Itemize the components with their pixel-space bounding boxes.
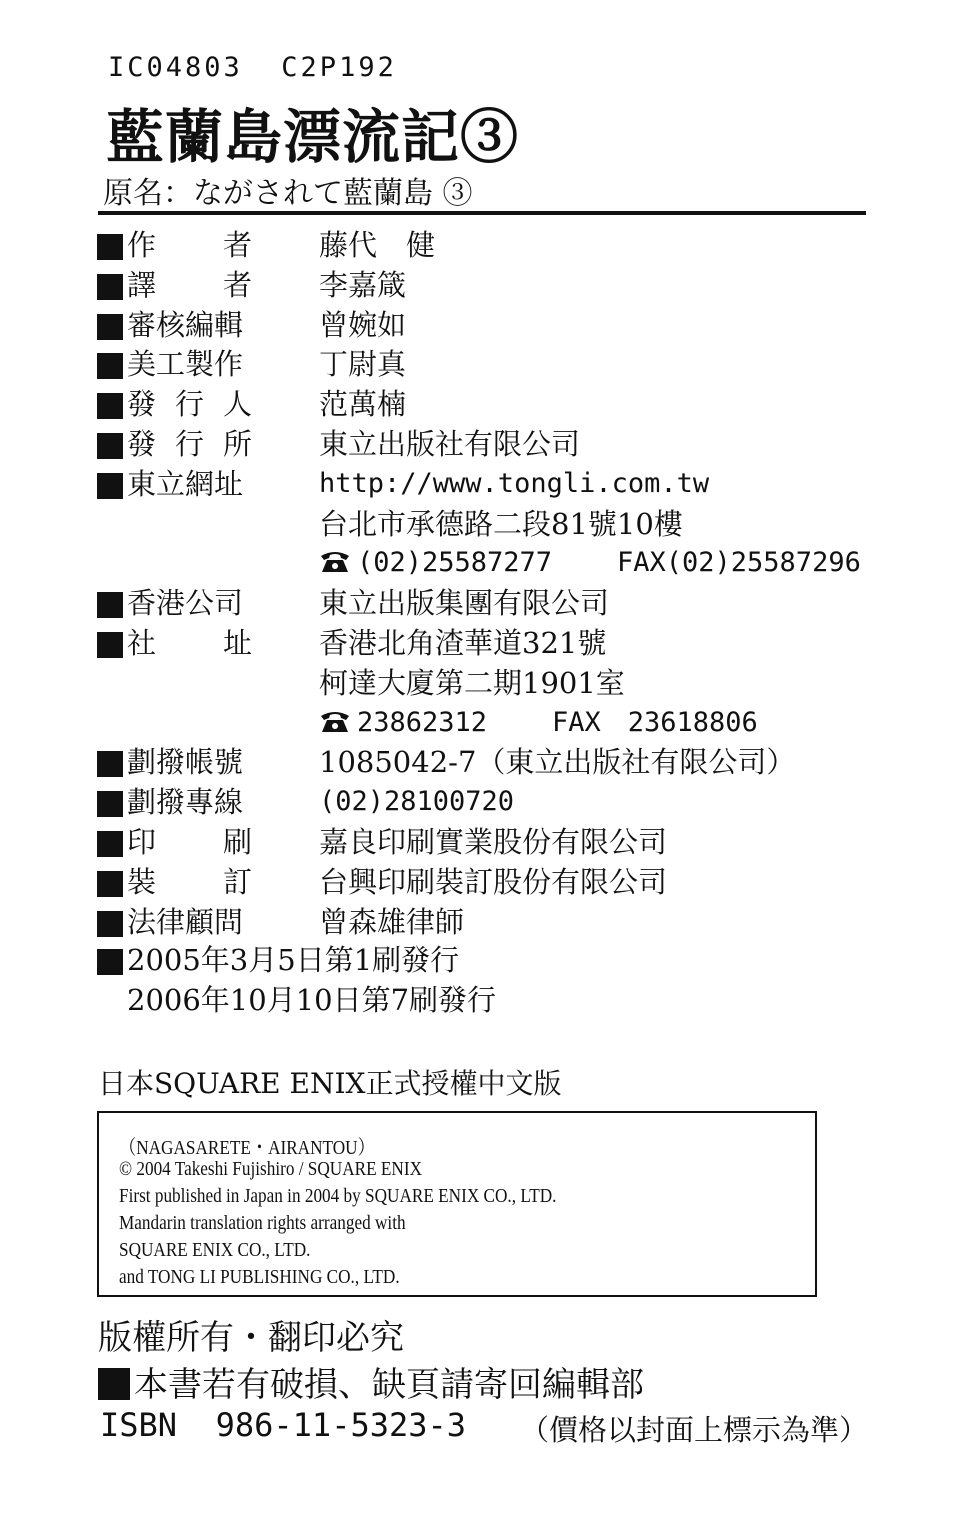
black-square-bullet [97, 911, 123, 937]
credit-row [97, 663, 897, 703]
credit-value-text: 東立出版集團有限公司 [319, 586, 610, 621]
credit-row [97, 225, 897, 265]
catalog-codes: IC04803 C2P192 [108, 52, 397, 83]
credit-value-text: 藤代 健 [319, 228, 436, 262]
black-square-bullet [97, 751, 123, 777]
black-square-bullet [97, 791, 123, 817]
credit-value [319, 543, 552, 583]
credit-row [97, 902, 897, 942]
credit-value-text: 香港北角渣華道321號 [319, 625, 607, 660]
credit-label: 審核編輯 [127, 307, 244, 342]
credit-value-text: http://www.tongli.com.tw [319, 467, 710, 499]
credit-value [319, 623, 606, 663]
damage-notice [98, 1357, 644, 1406]
credit-row [97, 623, 897, 663]
black-square-bullet [97, 234, 123, 260]
credit-value-text: (02)25587277 [357, 547, 553, 579]
credit-value-text: 曾森雄律師 [319, 904, 465, 939]
credit-row [97, 504, 897, 544]
credit-label: 法律顧問 [127, 904, 244, 939]
credit-row [97, 703, 897, 743]
credit-label: 印 刷 [127, 824, 252, 859]
original-title: 原名：ながされて藍蘭島 ③ [103, 176, 473, 211]
telephone-icon [319, 708, 351, 734]
credit-row [97, 265, 897, 305]
credit-value-text: 台興印刷裝訂股份有限公司 [319, 864, 668, 899]
copyright-line: SQUARE ENIX CO., LTD. [119, 1239, 311, 1261]
credit-value [319, 305, 406, 345]
copyright-line: First published in Japan in 2004 by SQUARE ENIX CO., LTD. [119, 1185, 557, 1207]
credit-value-text: (02)28100720 [319, 786, 515, 818]
credit-value [319, 464, 709, 504]
credit-value [319, 384, 406, 424]
credit-label: 劃撥專線 [127, 785, 244, 820]
credit-value-text: 李嘉箴 [319, 267, 407, 302]
credit-label: 香港公司 [127, 586, 244, 621]
credit-value-text: 嘉良印刷實業股份有限公司 [319, 824, 668, 859]
credit-value-text: 范萬楠 [319, 387, 407, 422]
credit-row [97, 862, 897, 902]
credit-row [97, 384, 897, 424]
credit-label: 社 址 [127, 625, 252, 660]
black-square-bullet [97, 592, 123, 618]
seventh-print-date: 2006年10月10日第7刷發行 [127, 983, 497, 1017]
credit-value [319, 822, 667, 862]
credit-label: 發 行 所 [127, 426, 252, 461]
credit-row [97, 424, 897, 464]
credit-label: 裝 訂 [127, 864, 252, 899]
credit-value [319, 862, 667, 902]
black-square-bullet [97, 393, 123, 419]
credit-label: 美工製作 [127, 347, 244, 382]
credit-row [97, 822, 897, 862]
black-square-bullet [97, 871, 123, 897]
book-title: 藍蘭島漂流記③ [106, 103, 520, 171]
authorization-notice: 日本SQUARE ENIX正式授權中文版 [98, 1067, 562, 1100]
credit-value [319, 265, 406, 305]
fax-number: FAX 23618806 [552, 706, 758, 738]
credit-value [319, 504, 683, 544]
black-square-bullet [97, 632, 123, 658]
black-square-bullet [97, 473, 123, 499]
black-square-bullet [98, 1368, 130, 1400]
credit-label: 東立網址 [127, 466, 244, 501]
credit-row [97, 782, 897, 822]
telephone-icon [319, 548, 351, 574]
credit-label: 作 者 [127, 228, 252, 262]
price-notice: （價格以封面上標示為準） [520, 1413, 869, 1447]
credit-value [319, 344, 406, 384]
copyright-box [97, 1111, 817, 1297]
credit-value [319, 742, 795, 782]
copyright-line: （NAGASARETE・AIRANTOU） [119, 1137, 375, 1159]
copyright-line: Mandarin translation rights arranged with [119, 1212, 406, 1234]
credit-value-text: 柯達大廈第二期1901室 [319, 665, 625, 700]
credit-value-text: 1085042-7（東立出版社有限公司） [319, 745, 796, 780]
credit-row [97, 305, 897, 345]
credit-label: 劃撥帳號 [127, 745, 244, 780]
damage-notice-text: 本書若有破損、缺頁請寄回編輯部 [134, 1365, 644, 1405]
credit-value [319, 782, 514, 822]
copyright-line: © 2004 Takeshi Fujishiro / SQUARE ENIX [119, 1158, 423, 1180]
credit-row [97, 583, 897, 623]
black-square-bullet [97, 353, 123, 379]
copyright-line: and TONG LI PUBLISHING CO., LTD. [119, 1266, 400, 1288]
credit-value [319, 225, 435, 265]
credit-row [97, 344, 897, 384]
credit-value [319, 663, 625, 703]
credit-value-text: 台北市承德路二段81號10樓 [319, 506, 683, 541]
black-square-bullet [97, 949, 123, 975]
title-divider [98, 211, 866, 215]
credit-row [97, 742, 897, 782]
credit-value [319, 703, 487, 743]
fax-number: FAX(02)25587296 [617, 547, 861, 579]
black-square-bullet [97, 433, 123, 459]
credit-value [319, 583, 609, 623]
first-print-date: 2005年3月5日第1刷發行 [127, 943, 460, 977]
credit-value-text: 東立出版社有限公司 [319, 426, 581, 461]
credit-row [97, 543, 897, 583]
rights-notice: 版權所有・翻印必究 [98, 1318, 404, 1358]
black-square-bullet [97, 831, 123, 857]
black-square-bullet [97, 314, 123, 340]
black-square-bullet [97, 274, 123, 300]
credit-value [319, 902, 464, 942]
credits-list [97, 225, 897, 941]
credit-value-text: 曾婉如 [319, 307, 407, 342]
credit-label: 譯 者 [127, 267, 252, 302]
credit-value-text: 丁尉真 [319, 347, 407, 382]
credit-row [97, 464, 897, 504]
credit-value [319, 424, 580, 464]
isbn: ISBN 986-11-5323-3 [100, 1406, 467, 1444]
credit-label: 發 行 人 [127, 387, 252, 422]
credit-value-text: 23862312 [357, 706, 488, 738]
